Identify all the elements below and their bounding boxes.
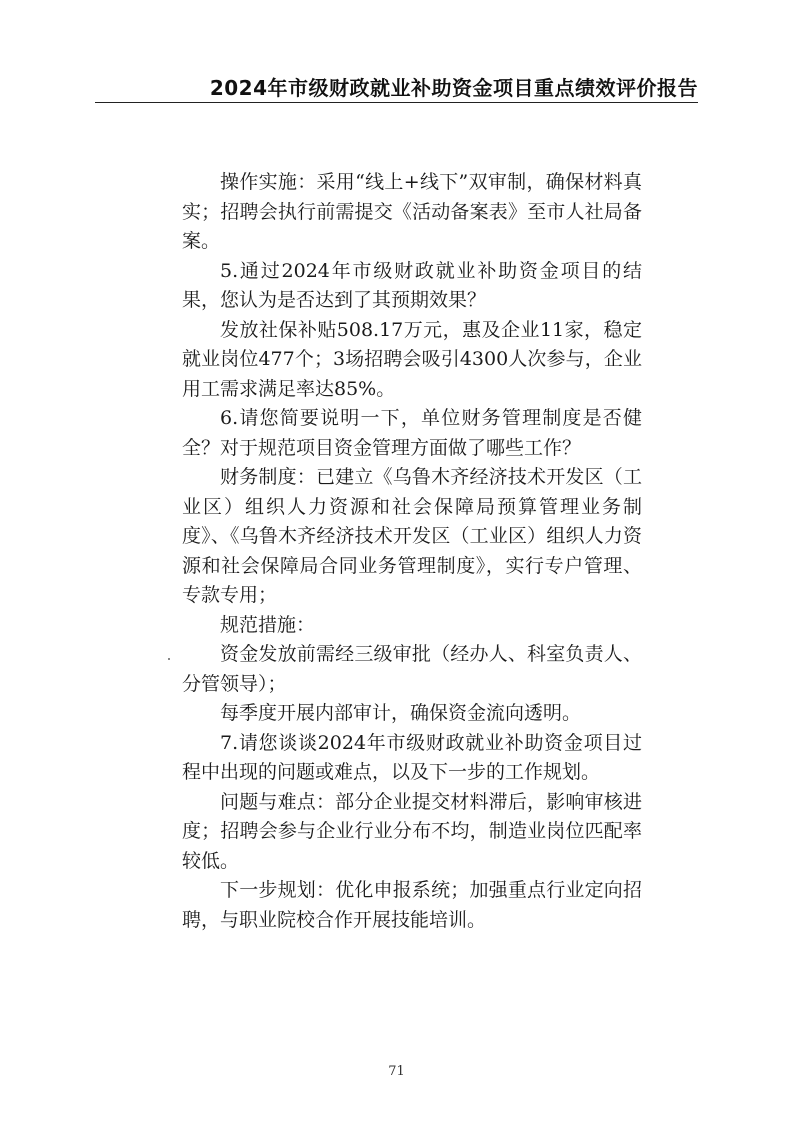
answer-5: 发放社保补贴508.17万元，惠及企业11家，稳定就业岗位477个；3场招聘会吸引4300人次参与，企业用工需求满足率达85%。 <box>182 318 642 400</box>
question-7: 7.请您谈谈2024年市级财政就业补助资金项目过程中出现的问题或难点，以及下一步的工作规划。 <box>182 731 642 783</box>
answer-7-next-steps: 下一步规划：优化申报系统；加强重点行业定向招聘，与职业院校合作开展技能培训。 <box>182 879 642 931</box>
question-5: 5.通过2024年市级财政就业补助资金项目的结果，您认为是否达到了其预期效果？ <box>182 259 642 311</box>
document-body <box>182 168 642 935</box>
header-divider <box>95 102 698 103</box>
answer-6-finance-system: 财务制度：已建立《乌鲁木齐经济技术开发区（工业区）组织人力资源和社会保障局预算管理业务制度》、《乌鲁木齐经济技术开发区（工业区）组织人力资源和社会保障局合同业务管理制度》，实行专户管理、专款专用； <box>182 466 642 606</box>
page-header-title: 2024年市级财政就业补助资金项目重点绩效评价报告 <box>209 76 698 100</box>
question-6: 6.请您简要说明一下，单位财务管理制度是否健全？对于规范项目资金管理方面做了哪些工作？ <box>182 407 642 459</box>
answer-6-audit: 每季度开展内部审计，确保资金流向透明。 <box>220 702 582 724</box>
answer-7-problems: 问题与难点：部分企业提交材料滞后，影响审核进度；招聘会参与企业行业分布不均，制造业岗位匹配率较低。 <box>182 790 642 872</box>
paragraph-operation: 操作实施：采用“线上+线下”双审制，确保材料真实；招聘会执行前需提交《活动备案表》至市人社局备案。 <box>182 171 642 252</box>
scan-speck <box>168 658 170 660</box>
answer-6-measures-heading: 规范措施： <box>220 613 316 636</box>
page-number: 71 <box>388 1064 405 1079</box>
answer-6-approval: 资金发放前需经三级审批（经办人、科室负责人、分管领导）； <box>182 643 642 695</box>
